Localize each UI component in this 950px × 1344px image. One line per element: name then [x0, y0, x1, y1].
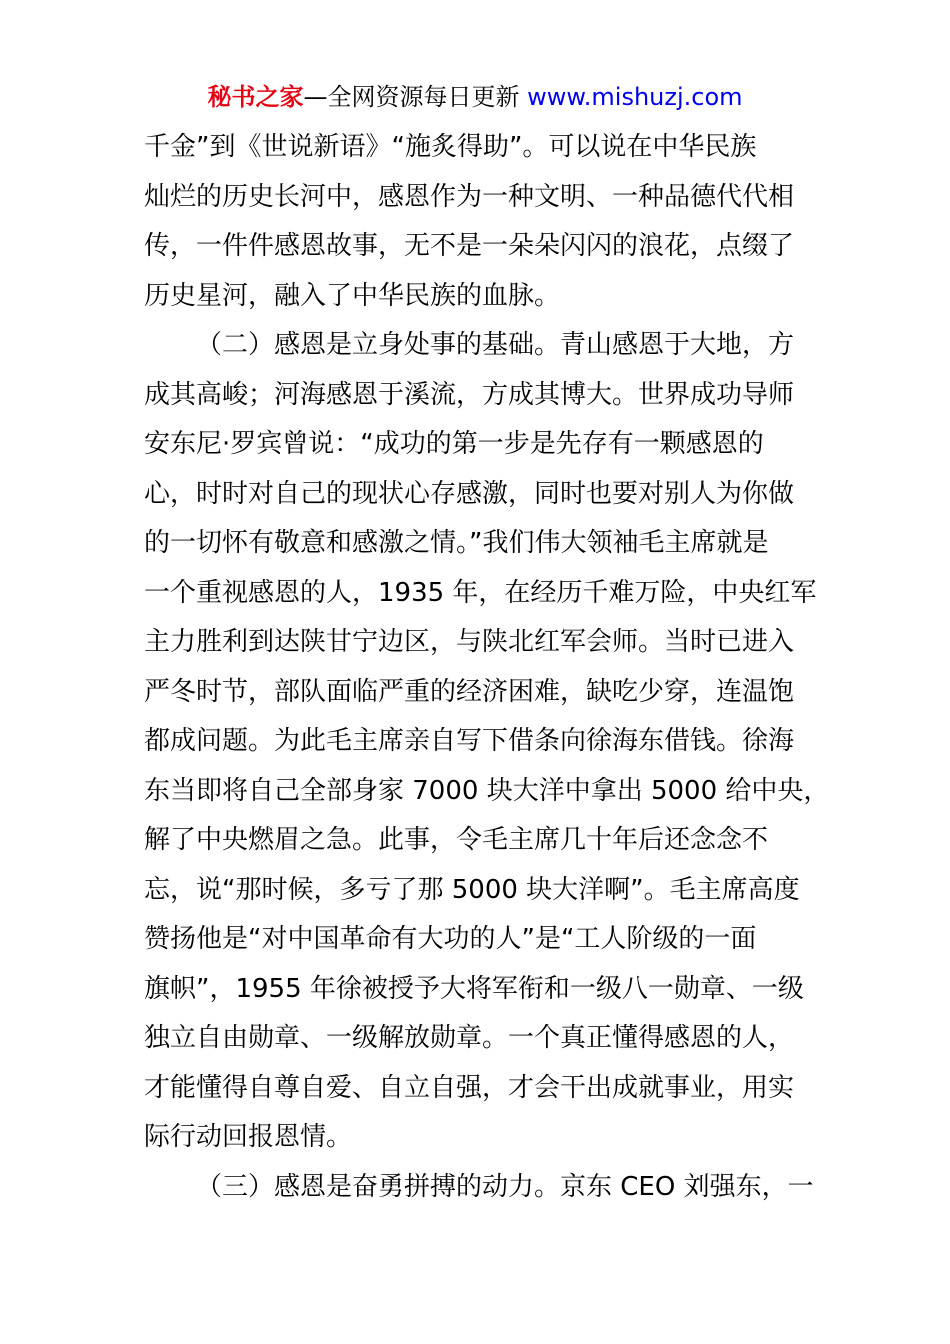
text-line: 旗帜”，1955 年徐被授予大将军衔和一级八一勋章、一级	[144, 973, 804, 1004]
site-brand: 秘书之家	[207, 83, 304, 111]
text-line: 传，一件件感恩故事，无不是一朵朵闪闪的浪花，点缀了	[144, 231, 795, 261]
text-line: （三）感恩是奋勇拼搏的动力。京东 CEO 刘强东，一	[196, 1171, 814, 1202]
text-line: （二）感恩是立身处事的基础。青山感恩于大地，方	[196, 330, 795, 360]
text-line: 才能懂得自尊自爱、自立自强，才会干出成就事业，用实	[144, 1072, 795, 1103]
text-line: 一个重视感恩的人，1935 年，在经历千难万险，中央红军	[144, 577, 817, 608]
text-line: 解了中央燃眉之急。此事，令毛主席几十年后还念念不	[144, 825, 769, 855]
text-line: 的一切怀有敬意和感激之情。”我们伟大领袖毛主席就是	[144, 528, 769, 558]
text-line: 赞扬他是“对中国革命有大功的人”是“工人阶级的一面	[144, 924, 757, 954]
text-line: 际行动回报恩情。	[144, 1122, 353, 1152]
text-line: 主力胜利到达陕甘宁边区，与陕北红军会师。当时已进入	[144, 627, 795, 657]
site-tagline: —全网资源每日更新	[303, 83, 528, 111]
page-header	[0, 80, 950, 114]
text-line: 严冬时节，部队面临严重的经济困难，缺吃少穿，连温饱	[144, 676, 795, 707]
text-line: 东当即将自己全部身家 7000 块大洋中拿出 5000 给中央，	[144, 775, 830, 806]
site-url[interactable]: www.mishuzj.com	[527, 83, 743, 111]
text-line: 历史星河，融入了中华民族的血脉。	[144, 280, 561, 311]
text-line: 灿烂的历史长河中，感恩作为一种文明、一种品德代代相	[144, 181, 795, 212]
text-line: 成其高峻；河海感恩于溪流，方成其博大。世界成功导师	[144, 379, 795, 410]
text-line: 安东尼·罗宾曾说：“成功的第一步是先存有一颗感恩的	[144, 429, 764, 459]
text-line: 心，时时对自己的现状心存感激，同时也要对别人为你做	[144, 478, 795, 509]
text-line: 都成问题。为此毛主席亲自写下借条向徐海东借钱。徐海	[144, 726, 795, 756]
document-body	[144, 123, 830, 1212]
text-line: 千金”到《世说新语》“施炙得助”。可以说在中华民族	[144, 132, 757, 162]
text-line: 独立自由勋章、一级解放勋章。一个真正懂得感恩的人，	[144, 1023, 795, 1053]
text-line: 忘，说“那时候，多亏了那 5000 块大洋啊”。毛主席高度	[144, 874, 800, 905]
